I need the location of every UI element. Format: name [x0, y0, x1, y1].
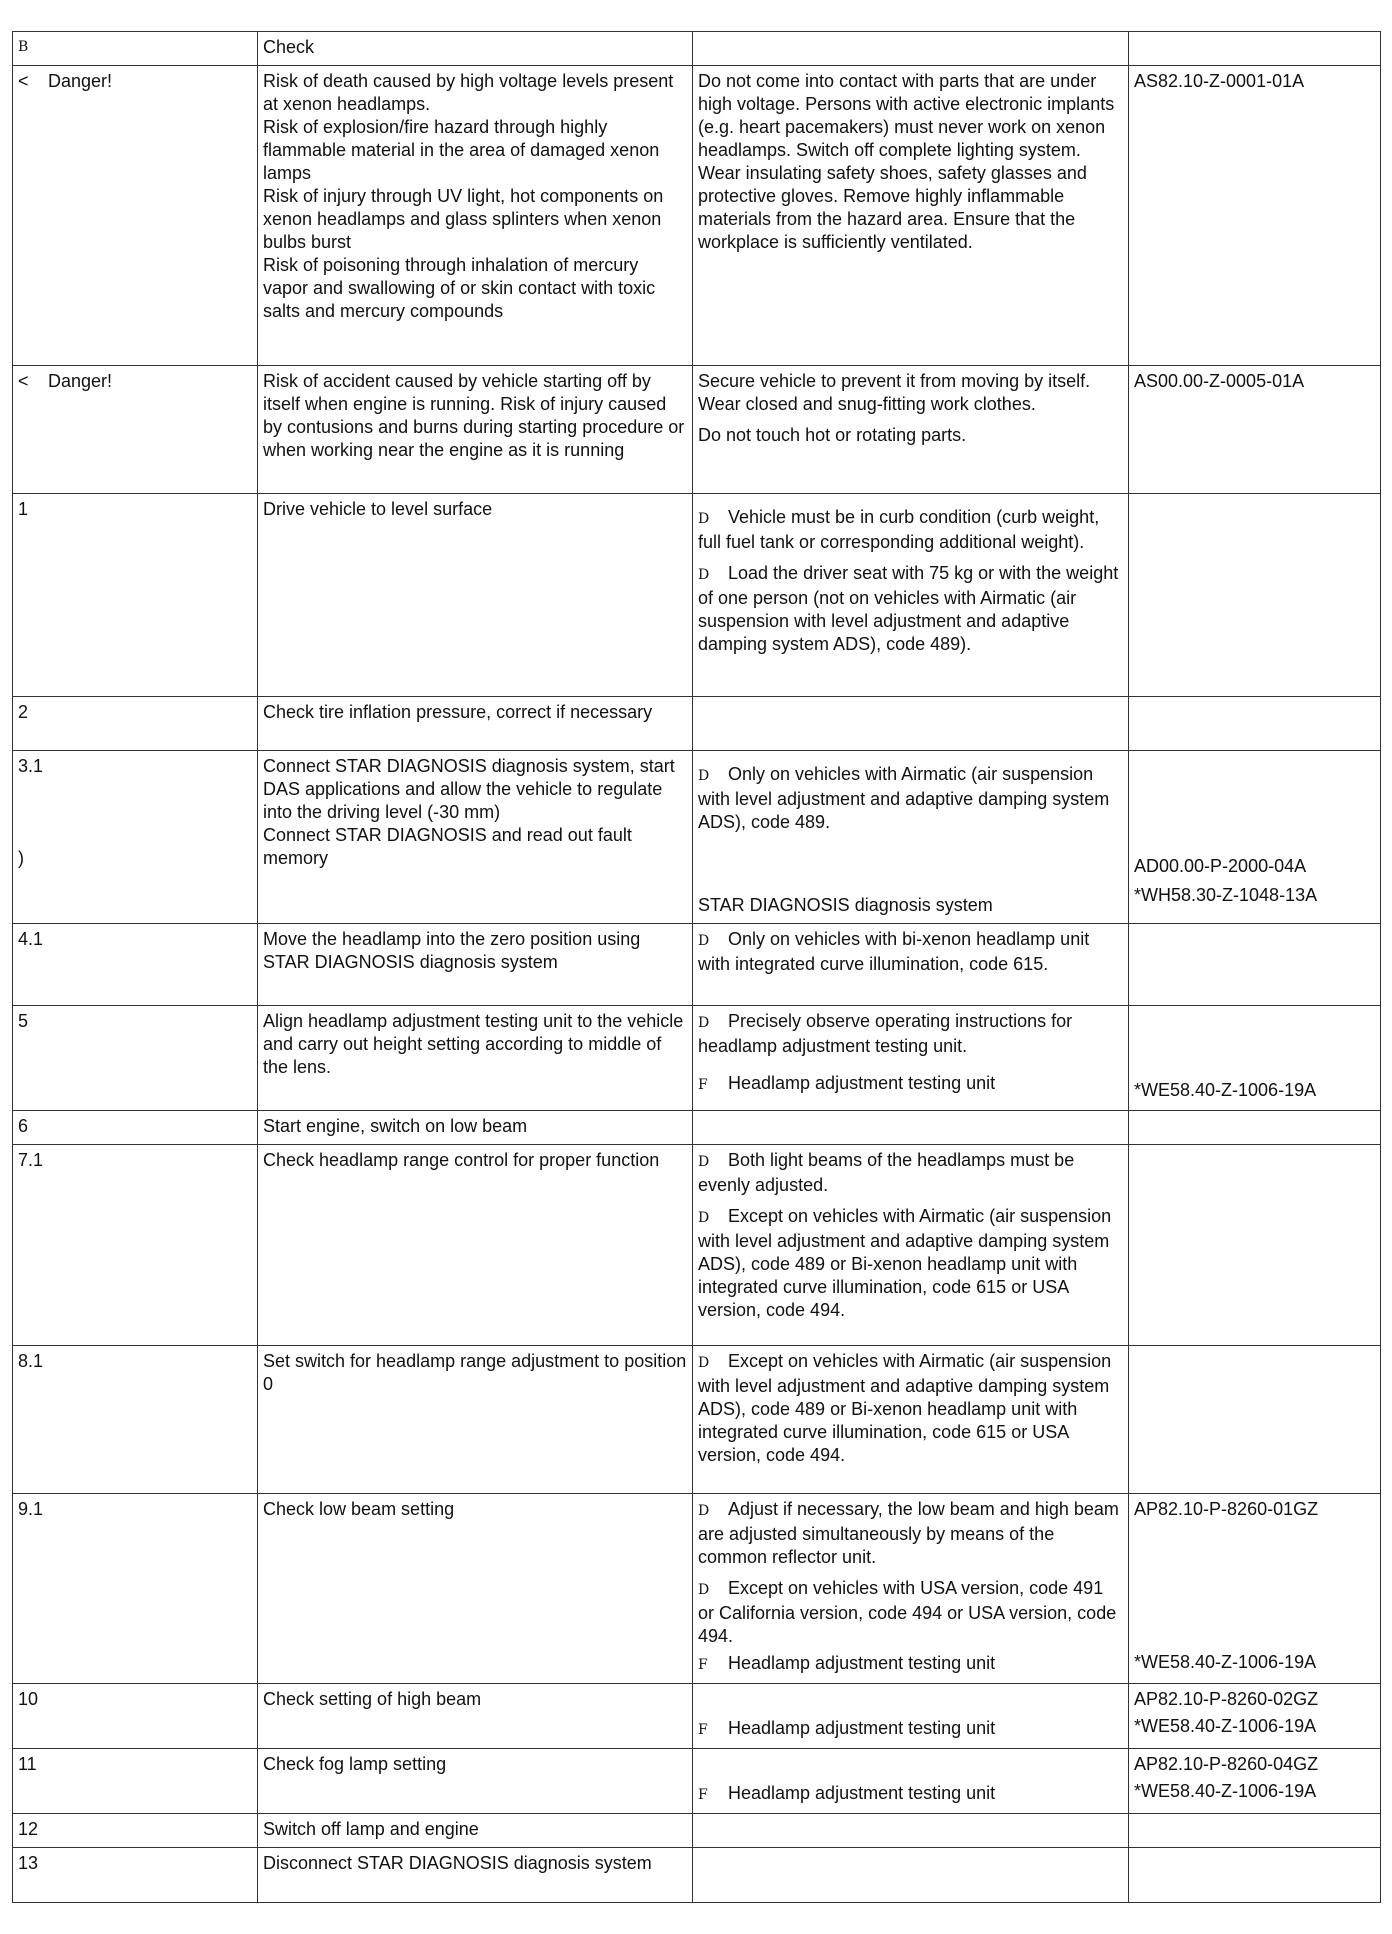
note-marker: D [698, 511, 710, 527]
action-cell [258, 1111, 693, 1145]
step-number-secondary: ) [18, 848, 24, 868]
tool-item [698, 1717, 1123, 1742]
step-number: 9.1 [13, 1494, 258, 1684]
notes-cell [693, 1111, 1129, 1145]
notes-cell [693, 1145, 1129, 1346]
header-col-4 [1129, 32, 1381, 66]
note-item [698, 562, 1123, 656]
table-row [13, 1684, 1381, 1749]
reference-link[interactable]: *WH58.30-Z-1048-13A [1134, 885, 1318, 905]
note-marker: D [698, 567, 710, 583]
note-item [698, 1010, 1123, 1058]
action-cell [258, 1814, 693, 1848]
note-item [698, 1205, 1123, 1322]
measures-text: Do not come into contact with parts that are under high voltage. Persons with active electronic implants (e.g. heart pacemakers) must never work on xenon headlamps. Switch off complete lighting system. Wear insulating safety shoes, safety glasses and protective gloves. Remove highly inflammable materials from the hazard area. Ensure that the workplace is sufficiently ventilated. [698, 71, 1115, 252]
note-text: Except on vehicles with Airmatic (air suspension with level adjustment and adaptive damping system ADS), code 489 or Bi-xenon headlamp unit with integrated curve illumination, code 615 or USA version, code 494. [698, 1206, 1112, 1320]
table-row [13, 697, 1381, 751]
reference-cell [1129, 751, 1381, 924]
action-text: Move the headlamp into the zero position using STAR DIAGNOSIS diagnosis system [263, 929, 641, 972]
header-col-2: Check [258, 32, 693, 66]
action-text: Check setting of high beam [263, 1689, 482, 1709]
reference-cell [1129, 1145, 1381, 1346]
action-cell [258, 1145, 693, 1346]
note-item [698, 928, 1123, 976]
action-text: Check fog lamp setting [263, 1754, 447, 1774]
action-text: Set switch for headlamp range adjustment to position 0 [263, 1351, 687, 1394]
reference-link[interactable]: *WE58.40-Z-1006-19A [1134, 1716, 1317, 1736]
action-cell [258, 751, 693, 924]
step-number-primary: 3.1 [18, 756, 44, 776]
action-cell [258, 1749, 693, 1814]
reference-cell [1129, 1346, 1381, 1494]
reference-cell [1129, 1749, 1381, 1814]
reference-link[interactable]: AS82.10-Z-0001-01A [1134, 71, 1305, 91]
tool-text: Headlamp adjustment testing unit [728, 1073, 996, 1093]
action-text: Disconnect STAR DIAGNOSIS diagnosis system [263, 1853, 652, 1873]
reference-cell [1129, 697, 1381, 751]
header-col-3 [693, 32, 1129, 66]
tool-marker: F [698, 1657, 708, 1673]
reference-link[interactable]: *WE58.40-Z-1006-19A [1134, 1781, 1317, 1801]
notes-cell [693, 494, 1129, 697]
notes-cell [693, 751, 1129, 924]
action-cell [258, 1346, 693, 1494]
danger-label: Danger! [48, 71, 113, 91]
note-item [698, 506, 1123, 554]
reference-link[interactable]: *WE58.40-Z-1006-19A [1134, 1080, 1317, 1100]
note-item [698, 1577, 1123, 1648]
reference-link[interactable]: AP82.10-P-8260-02GZ [1134, 1689, 1319, 1709]
notes-cell [693, 1684, 1129, 1749]
measure-text: Wear closed and snug-fitting work clothes. [698, 394, 1036, 414]
reference-link[interactable]: AP82.10-P-8260-01GZ [1134, 1499, 1319, 1519]
note-text: Adjust if necessary, the low beam and high beam are adjusted simultaneously by means of the common reflector unit. [698, 1499, 1119, 1567]
table-row [13, 366, 1381, 494]
note-marker: D [698, 1503, 710, 1519]
measures-cell [693, 366, 1129, 494]
action-text: Drive vehicle to level surface [263, 499, 493, 519]
note-marker: D [698, 1582, 710, 1598]
notes-cell [693, 924, 1129, 1006]
reference-cell [1129, 66, 1381, 366]
action-cell [258, 494, 693, 697]
note-item [698, 1498, 1123, 1569]
action-text: Switch off lamp and engine [263, 1819, 479, 1839]
action-text: Align headlamp adjustment testing unit to the vehicle and carry out height setting according to middle of the lens. [263, 1011, 684, 1077]
step-number: 11 [13, 1749, 258, 1814]
reference-cell [1129, 924, 1381, 1006]
tool-text: Headlamp adjustment testing unit [728, 1783, 996, 1803]
reference-cell [1129, 1111, 1381, 1145]
notes-cell [693, 1749, 1129, 1814]
measures-cell [693, 66, 1129, 366]
tool-item [698, 1782, 1123, 1807]
table-row [13, 1848, 1381, 1903]
danger-marker: < [18, 71, 29, 91]
action-text-secondary: Connect STAR DIAGNOSIS and read out fault memory [263, 825, 632, 868]
table-row [13, 924, 1381, 1006]
note-item [698, 1149, 1123, 1197]
action-cell [258, 1494, 693, 1684]
reference-cell [1129, 1848, 1381, 1903]
step-number: 12 [13, 1814, 258, 1848]
step-number: 6 [13, 1111, 258, 1145]
tool-marker: F [698, 1722, 708, 1738]
risk-text: Risk of death caused by high voltage levels present at xenon headlamps. [263, 71, 674, 114]
table-row [13, 1006, 1381, 1111]
reference-cell [1129, 366, 1381, 494]
tool-marker: F [698, 1787, 708, 1803]
reference-cell [1129, 1494, 1381, 1684]
tool-text: STAR DIAGNOSIS diagnosis system [698, 895, 993, 915]
danger-label: Danger! [48, 371, 113, 391]
reference-link[interactable]: AD00.00-P-2000-04A [1134, 856, 1307, 876]
tool-marker: F [698, 1077, 708, 1093]
action-text: Check headlamp range control for proper function [263, 1150, 660, 1170]
action-text: Connect STAR DIAGNOSIS diagnosis system, start DAS applications and allow the vehicle to regulate into the driving level (-30 mm) [263, 756, 675, 822]
measure-text: Do not touch hot or rotating parts. [698, 425, 967, 445]
note-text: Vehicle must be in curb condition (curb weight, full fuel tank or corresponding additional weight). [698, 507, 1100, 552]
note-marker: D [698, 1355, 710, 1371]
table-row [13, 494, 1381, 697]
step-number: 13 [13, 1848, 258, 1903]
note-text: Except on vehicles with USA version, code 491 or California version, code 494 or USA version, code 494. [698, 1578, 1117, 1646]
action-cell [258, 1684, 693, 1749]
reference-link[interactable]: *WE58.40-Z-1006-19A [1134, 1652, 1317, 1672]
risk-text: Risk of injury through UV light, hot components on xenon headlamps and glass splinters when xenon bulbs burst [263, 186, 664, 252]
tool-text: Headlamp adjustment testing unit [728, 1718, 996, 1738]
note-marker: D [698, 1154, 710, 1170]
action-text: Start engine, switch on low beam [263, 1116, 528, 1136]
table-row [13, 66, 1381, 366]
risk-cell [258, 66, 693, 366]
notes-cell [693, 1814, 1129, 1848]
action-cell [258, 924, 693, 1006]
action-cell [258, 1848, 693, 1903]
table-row [13, 1145, 1381, 1346]
note-item [698, 1350, 1123, 1467]
procedure-table [12, 31, 1381, 1903]
note-text: Load the driver seat with 75 kg or with the weight of one person (not on vehicles with Airmatic (air suspension with level adjustment and adaptive damping system ADS), code 489). [698, 563, 1119, 654]
reference-cell [1129, 1684, 1381, 1749]
table-row [13, 751, 1381, 924]
reference-cell [1129, 494, 1381, 697]
step-cell [13, 366, 258, 494]
step-cell [13, 66, 258, 366]
notes-cell [693, 1494, 1129, 1684]
note-text: Only on vehicles with Airmatic (air suspension with level adjustment and adaptive damping system ADS), code 489. [698, 764, 1110, 832]
notes-cell [693, 1346, 1129, 1494]
action-cell [258, 1006, 693, 1111]
note-marker: D [698, 768, 710, 784]
note-marker: D [698, 933, 710, 949]
step-number: 4.1 [13, 924, 258, 1006]
risk-text: Risk of explosion/fire hazard through highly flammable material in the area of damaged xenon lamps [263, 117, 660, 183]
step-number [13, 751, 258, 924]
table-row [13, 1814, 1381, 1848]
notes-cell [693, 1006, 1129, 1111]
table-row [13, 1111, 1381, 1145]
risk-text: Risk of accident caused by vehicle starting off by itself when engine is running. Risk of injury caused by contusions and burns during starting procedure or when working near the engine as it is running [263, 371, 685, 460]
step-number: 5 [13, 1006, 258, 1111]
risk-text: Risk of poisoning through inhalation of mercury vapor and swallowing of or skin contact with toxic salts and mercury compounds [263, 255, 656, 321]
reference-link[interactable]: AP82.10-P-8260-04GZ [1134, 1754, 1319, 1774]
step-number: 7.1 [13, 1145, 258, 1346]
danger-marker: < [18, 371, 29, 391]
note-text: Precisely observe operating instructions for headlamp adjustment testing unit. [698, 1011, 1073, 1056]
table-row [13, 1346, 1381, 1494]
note-text: Both light beams of the headlamps must be evenly adjusted. [698, 1150, 1075, 1195]
action-cell [258, 697, 693, 751]
notes-cell [693, 697, 1129, 751]
step-number: 8.1 [13, 1346, 258, 1494]
step-number: 10 [13, 1684, 258, 1749]
table-row [13, 1749, 1381, 1814]
reference-cell [1129, 1006, 1381, 1111]
tool-text: Headlamp adjustment testing unit [728, 1653, 996, 1673]
tool-item [698, 1072, 1123, 1097]
tool-item [698, 1652, 1123, 1677]
action-text: Check tire inflation pressure, correct if necessary [263, 702, 653, 722]
header-col-1: B [13, 32, 258, 66]
measure-text: Secure vehicle to prevent it from moving by itself. [698, 371, 1091, 391]
action-text: Check low beam setting [263, 1499, 455, 1519]
table-row [13, 1494, 1381, 1684]
note-marker: D [698, 1210, 710, 1226]
note-text: Except on vehicles with Airmatic (air suspension with level adjustment and adaptive damping system ADS), code 489 or Bi-xenon headlamp unit with integrated curve illumination, code 615 or USA version, code 494. [698, 1351, 1112, 1465]
table-header-row [13, 32, 1381, 66]
risk-cell [258, 366, 693, 494]
step-number: 1 [13, 494, 258, 697]
reference-link[interactable]: AS00.00-Z-0005-01A [1134, 371, 1305, 391]
reference-cell [1129, 1814, 1381, 1848]
notes-cell [693, 1848, 1129, 1903]
step-number: 2 [13, 697, 258, 751]
note-text: Only on vehicles with bi-xenon headlamp unit with integrated curve illumination, code 615. [698, 929, 1090, 974]
note-marker: D [698, 1015, 710, 1031]
note-item [698, 763, 1123, 834]
